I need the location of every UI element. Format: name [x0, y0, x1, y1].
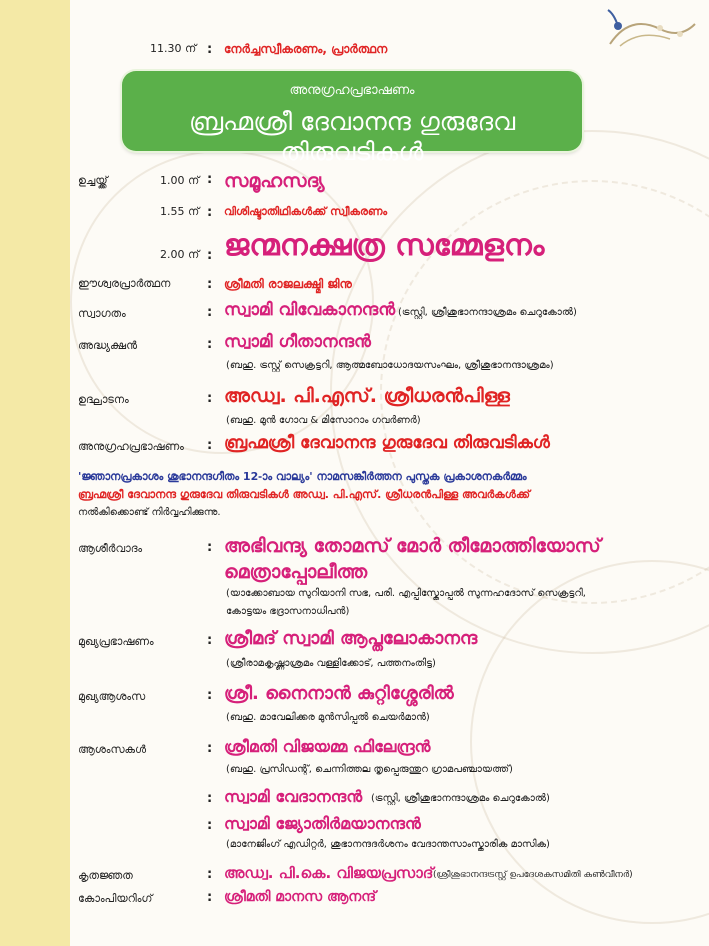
felicitation-note: (ബഹു. പ്രസിഡന്റ്, ചെന്നിത്തല തൃപ്പെരുന്തുറ ഗ്രാമപഞ്ചായത്ത്) — [226, 764, 513, 775]
compering-name: ശ്രീമതി മാനസ ആനന്ദ് — [224, 889, 377, 905]
colon: : — [207, 741, 213, 756]
welcome-note: (ട്രസ്റ്റി, ശ്രീശുഭാനന്ദാശ്രമം ചെറുകോൽ) — [398, 307, 577, 318]
meeting-time: 2.00 ന് — [160, 248, 200, 261]
colon: : — [207, 337, 213, 352]
ashirvadam-note-line-1: (യാക്കോബായ സുറിയാനി സഭ, പരി. എപ്പിസ്കോപ്പൽ സുന്നഹദോസ് സെക്രട്ടറി, — [226, 588, 586, 599]
book-release-line-2: ബ്രഹ്മശ്രീ ദേവാനന്ദ ഗുരുദേവ തിരുവടികൾ അഡ്വ. പി.എസ്. ശ്രീധരൻപിള്ള അവർകൾക്ക് — [78, 488, 530, 501]
colon: : — [207, 818, 213, 833]
colon: : — [207, 688, 213, 703]
colon: : — [207, 205, 213, 220]
main-felicitation-name: ശ്രീ. നൈനാൻ കുറ്റിശ്ശേരിൽ — [224, 683, 454, 704]
felicitation-note: (ട്രസ്റ്റി, ശ്രീശുഭാനന്ദാശ്രമം ചെറുകോൽ) — [371, 793, 550, 804]
keynote-name: ശ്രീമദ് സ്വാമി ആപ്തലോകാനന്ദ — [224, 628, 478, 649]
felicitation-note: (മാനേജിംഗ് എഡിറ്റർ, ശുഭാനന്ദദർശനം വേദാന്തസാംസ്കാരിക മാസിക) — [226, 839, 550, 850]
colon: : — [207, 305, 213, 320]
colon: : — [207, 391, 213, 406]
president-name: സ്വാമി ഗീതാനന്ദൻ — [224, 332, 371, 352]
keynote-label: മുഖ്യപ്രഭാഷണം — [78, 635, 154, 648]
banner-title: ബ്രഹ്മശ്രീ ദേവാനന്ദ ഗുരുദേവ തിരുവടികൾ — [188, 107, 516, 166]
blessing-banner — [122, 71, 582, 166]
guest-welcome-time: 1.55 ന് — [160, 205, 200, 218]
felicitation-name: ശ്രീമതി വിജയമ്മ ഫിലേന്ദ്രൻ — [224, 737, 431, 756]
inauguration-name: അഡ്വ. പി.എസ്. ശ്രീധരൻപിള്ള — [224, 385, 510, 407]
prayer-label: ഈശ്വരപ്രാർത്ഥന — [78, 277, 171, 290]
colon: : — [207, 438, 213, 453]
felicitations-label: ആശംസകൾ — [78, 743, 147, 756]
inauguration-label: ഉദ്ഘാടനം — [78, 393, 129, 406]
welcome-name: സ്വാമി വിവേകാനന്ദൻ — [224, 300, 396, 320]
ashirvadam-note-line-2: കോട്ടയം ഭദ്രാസനാധിപൻ) — [226, 606, 350, 617]
prayer-name: ശ്രീമതി രാജലക്ഷ്മി ജിനു — [224, 277, 352, 291]
colon: : — [207, 633, 213, 648]
president-note: (ബഹു. ട്രസ്റ്റ് സെക്രട്ടറി, ആത്മബോധോദയസംഘം, ശ്രീശുഭാനന്ദാശ്രമം) — [226, 360, 554, 371]
ashirvadam-name-line-1: അഭിവന്ദ്യ തോമസ് മോർ തീമോത്തിയോസ് — [224, 535, 601, 557]
keynote-note: (ശ്രീരാമകൃഷ്ണാശ്രമം വള്ളിക്കോട്, പത്തനംതിട്ട) — [226, 658, 436, 669]
thanks-label: കൃതജ്ഞത — [78, 869, 133, 882]
ashirvadam-name-line-2: മെത്രാപ്പോലീത്ത — [224, 561, 368, 583]
lunch-label: ഉച്ചയ്ക്ക് — [78, 174, 108, 187]
inauguration-note: (ബഹു. മുൻ ഗോവ & മിസോറാം ഗവർണർ) — [226, 415, 421, 426]
guest-welcome-text: വിശിഷ്ടാതിഥികൾക്ക് സ്വീകരണം — [224, 205, 388, 218]
ashirvadam-label: ആശീർവാദം — [78, 542, 143, 555]
colon: : — [207, 277, 213, 292]
thanks-name: അഡ്വ. പി.കെ. വിജയപ്രസാദ് — [224, 864, 434, 882]
colon: : — [207, 890, 213, 905]
blessing-speech-name: ബ്രഹ്മശ്രീ ദേവാനന്ദ ഗുരുദേവ തിരുവടികൾ — [224, 433, 550, 453]
felicitation-name: സ്വാമി ജ്യോതിർമയാനന്ദൻ — [224, 814, 421, 833]
main-felicitation-label: മുഖ്യആശംസ — [78, 690, 146, 703]
lunch-time: 1.00 ന് — [160, 174, 200, 187]
compering-label: കോംപിയറിംഗ് — [78, 892, 153, 905]
colon: : — [207, 791, 213, 806]
book-release-line-1: 'ജ്ഞാനപ്രകാശം ശുഭാനന്ദഗീതം 12-ാം വാല്യം' നാമസങ്കീർത്തന പുസ്തക പ്രകാശനകർമ്മം — [78, 470, 527, 483]
welcome-label: സ്വാഗതം — [78, 307, 126, 320]
opening-text: നേർച്ചസ്വീകരണം, പ്രാർത്ഥന — [224, 42, 388, 56]
colon: : — [207, 172, 213, 187]
thanks-note: (ശ്രീശുഭാനന്ദട്രസ്റ്റ് ഉപദേശകസമിതി കൺവീനർ) — [433, 870, 633, 880]
felicitation-name: സ്വാമി വേദാനന്ദൻ — [224, 787, 363, 806]
opening-time: 11.30 ന് — [150, 42, 197, 55]
blessing-speech-label: അനുഗ്രഹപ്രഭാഷണം — [78, 440, 184, 453]
banner-subtitle: അനുഗ്രഹപ്രഭാഷണം — [289, 83, 415, 98]
main-felicitation-note: (ബഹു. മാവേലിക്കര മുൻസിപ്പൽ ചെയർമാൻ) — [226, 712, 430, 723]
colon: : — [207, 42, 213, 57]
book-release-line-3: നൽകിക്കൊണ്ട് നിർവ്വഹിക്കുന്നു. — [78, 507, 221, 518]
president-label: അദ്ധ്യക്ഷൻ — [78, 339, 138, 352]
lunch-text: സമൂഹസദ്യ — [224, 170, 325, 192]
colon: : — [207, 540, 213, 555]
meeting-title: ജന്മനക്ഷത്ര സമ്മേളനം — [224, 228, 545, 263]
colon: : — [207, 867, 213, 882]
colon: : — [207, 248, 213, 263]
